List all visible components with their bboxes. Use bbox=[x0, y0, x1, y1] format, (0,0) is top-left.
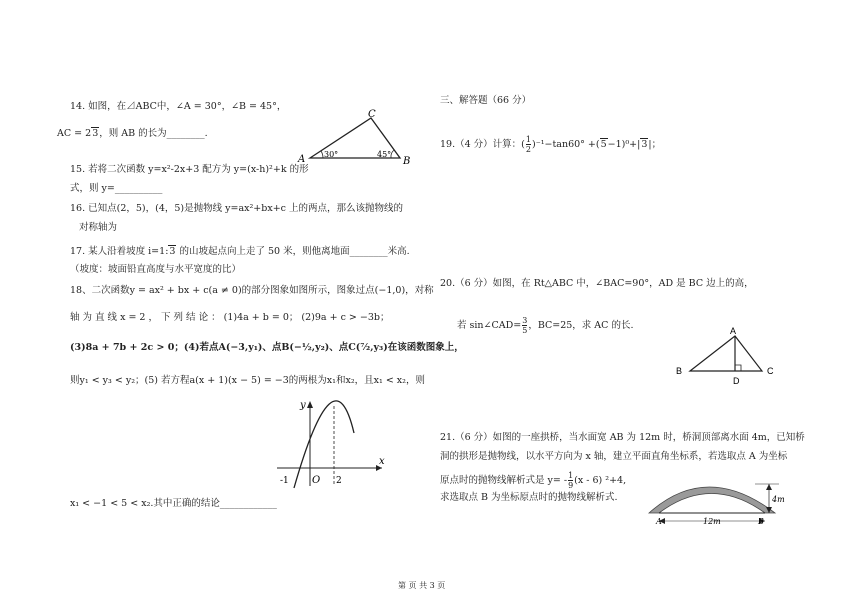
section-heading: 三、解答题（66 分） bbox=[440, 95, 532, 106]
fig14-label-a: A bbox=[298, 154, 306, 165]
q21-line1: 21.（6 分）如图的一座拱桥，当水面宽 AB 为 12m 时，桥洞顶部离水面 4m，已知桥 bbox=[440, 432, 805, 443]
q14-line2 bbox=[57, 128, 208, 140]
q18-line1: 18、二次函数y = ax² + bx + c(a ≠ 0)的部分图象如图所示，图象过点(−1,0)，对称 bbox=[70, 285, 434, 296]
q20-den: 5 bbox=[522, 326, 528, 335]
arch-label-b: B bbox=[758, 517, 764, 526]
q15-line2: 式，则 y=__________ bbox=[70, 183, 163, 194]
graph-x-label: x bbox=[379, 456, 385, 467]
graph-tick-minus1: -1 bbox=[280, 476, 289, 486]
q20-fraction bbox=[522, 316, 527, 335]
q18-line4: 则y₁ < y₃ < y₂；(5) 若方程a(x + 1)(x − 5) = −3的两根为x₁和x₂，且x₁ < x₂，则 bbox=[70, 375, 425, 386]
graph-y-label: y bbox=[300, 400, 306, 411]
fig14-label-c: C bbox=[368, 109, 376, 120]
q19-num: 1 bbox=[525, 135, 531, 144]
q21-line4: 求选取点 B 为坐标原点时的抛物线解析式. bbox=[440, 492, 618, 503]
fig20-label-b: B bbox=[676, 366, 683, 376]
q14-line1: 14. 如图，在⊿ABC中，∠A = 30°，∠B = 45°， bbox=[70, 101, 287, 112]
q19-end: |； bbox=[648, 139, 662, 150]
q15-line1: 15. 若将二次函数 y=x²-2x+3 配方为 y=(x-h)²+k 的形 bbox=[70, 164, 309, 175]
page-footer: 第 页 共 3 页 bbox=[398, 581, 446, 590]
q17-radicand: 3 bbox=[169, 246, 176, 257]
q19-post: −1)⁰+| bbox=[607, 139, 641, 150]
q20-post: ，BC=25，求 AC 的长. bbox=[528, 320, 634, 331]
q21-den: 9 bbox=[568, 481, 574, 490]
arch-height-label: 4m bbox=[772, 495, 785, 504]
q17-post: 的山坡起点向上走了 50 米，则他离地面________米高. bbox=[176, 246, 410, 257]
fig20-label-a: A bbox=[730, 326, 737, 336]
q17-line2: （坡度：坡面铅直高度与水平宽度的比） bbox=[70, 264, 242, 275]
q14-ask: ，则 AB 的长为________. bbox=[99, 128, 208, 139]
q19-mid: )⁻¹−tan60° +( bbox=[531, 139, 600, 150]
fig14-angle-30: 30° bbox=[324, 150, 339, 159]
graph-origin-label: O bbox=[312, 475, 321, 486]
q21-line3 bbox=[440, 471, 626, 490]
fig20-label-c: C bbox=[767, 366, 774, 376]
q17-line1 bbox=[70, 246, 410, 258]
fig14-angle-45: 45° bbox=[377, 150, 392, 159]
arch-bridge-figure bbox=[645, 466, 785, 534]
q18-line3: (3)8a + 7b + 2c > 0；(4)若点A(−3,y₁)、点B(−½,y₂)、点C(⁷⁄₂,y₃)在该函数图象上， bbox=[70, 342, 464, 353]
q19-radicand: 5 bbox=[600, 139, 607, 150]
q21-line2: 洞的拱形是抛物线，以水平方向为 x 轴，建立平面直角坐标系，若选取点 A 为坐标 bbox=[440, 451, 788, 462]
parabola-graph-figure bbox=[272, 398, 387, 490]
q21-post: (x - 6) ²+4, bbox=[574, 475, 627, 486]
fig20-label-d: D bbox=[733, 376, 740, 386]
q21-pre: 原点时的抛物线解析式是 y= - bbox=[440, 475, 568, 486]
q20-num: 3 bbox=[522, 316, 528, 325]
q20-pre: 若 sin∠CAD= bbox=[457, 320, 522, 331]
arch-label-a: A bbox=[656, 517, 662, 526]
q20-line2 bbox=[457, 316, 633, 335]
arch-width-label: 12m bbox=[703, 517, 721, 526]
q19-radicand2: 3 bbox=[641, 139, 648, 150]
q19-pre: 19.（4 分）计算：( bbox=[440, 139, 525, 150]
q21-num: 1 bbox=[568, 471, 574, 480]
q17-pre: 17. 某人沿着坡度 i=1: bbox=[70, 246, 169, 257]
fig14-label-b: B bbox=[403, 156, 411, 167]
q21-fraction bbox=[568, 471, 573, 490]
q19-line bbox=[440, 135, 661, 154]
q19-fraction bbox=[526, 135, 531, 154]
q20-line1: 20.（6 分）如图，在 Rt△ABC 中，∠BAC=90°，AD 是 BC 边上的高， bbox=[440, 278, 754, 289]
triangle-abc-figure bbox=[290, 108, 410, 166]
q18-line5: x₁ < −1 < 5 < x₂.其中正确的结论____________ bbox=[70, 498, 277, 509]
q19-den: 2 bbox=[525, 145, 531, 154]
q16-line1: 16. 已知点(2，5)，(4，5)是抛物线 y=ax²+bx+c 上的两点，那么该抛物线的 bbox=[70, 203, 404, 214]
graph-tick-2: 2 bbox=[336, 476, 342, 486]
q16-line2: 对称轴为 bbox=[79, 222, 118, 233]
triangle-abc-altitude-figure bbox=[672, 326, 782, 386]
q18-line2: 轴 为 直 线 x = 2 ， 下 列 结 论 ： (1)4a + b = 0； (2)9a + c > −3b； bbox=[70, 312, 390, 323]
q14-ac: AC = 2 bbox=[57, 128, 92, 139]
q14-radicand: 3 bbox=[92, 128, 99, 139]
